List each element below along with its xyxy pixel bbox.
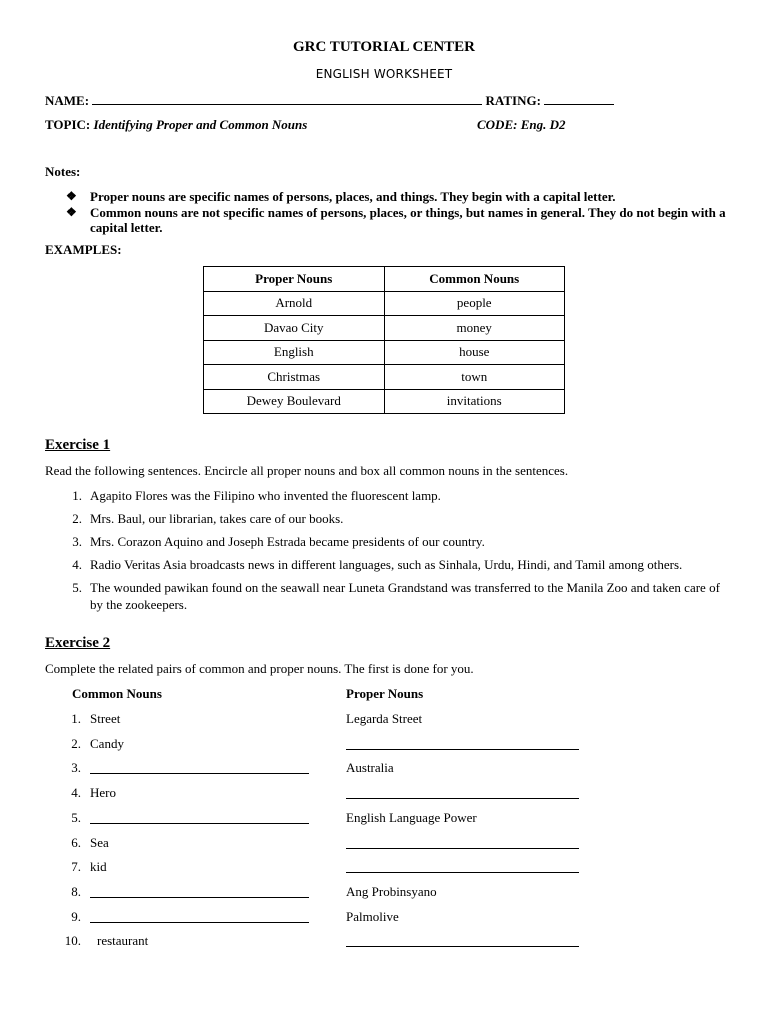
topic-value: Identifying Proper and Common Nouns xyxy=(93,117,308,132)
code-label: CODE: Eng. D2 xyxy=(477,117,566,132)
item-number: 3. xyxy=(72,534,82,549)
pair-row xyxy=(0,909,768,929)
common-noun-blank[interactable] xyxy=(90,773,309,774)
common-noun: Candy xyxy=(90,735,124,751)
table-cell: invitations xyxy=(384,389,565,414)
worksheet-title: ENGLISH WORKSHEET xyxy=(315,67,453,81)
pair-number: 1. xyxy=(71,711,81,726)
item-number: 4. xyxy=(72,557,82,572)
pair-row xyxy=(0,859,768,879)
pair-row xyxy=(0,884,768,904)
proper-noun: English Language Power xyxy=(346,809,477,825)
pair-row xyxy=(0,711,768,731)
common-noun: Street xyxy=(90,711,121,726)
pair-number: 10. xyxy=(64,933,81,949)
center-name: GRC TUTORIAL CENTER xyxy=(293,39,475,55)
table-cell: Arnold xyxy=(204,291,385,316)
table-row xyxy=(204,389,565,414)
pair-row xyxy=(0,785,768,805)
proper-noun-blank[interactable] xyxy=(346,946,579,947)
common-noun-blank[interactable] xyxy=(90,823,309,824)
common-noun-blank[interactable] xyxy=(90,897,309,898)
table-row xyxy=(204,316,565,341)
pair-row xyxy=(0,810,768,830)
list-item xyxy=(45,534,735,551)
name-blank[interactable] xyxy=(92,93,482,105)
list-item xyxy=(45,580,735,613)
common-noun: kid xyxy=(90,859,107,875)
table-row xyxy=(204,340,565,365)
proper-nouns-column-header: Proper Nouns xyxy=(346,686,424,701)
table-cell: Christmas xyxy=(204,365,385,390)
diamond-bullet-icon: ❖ xyxy=(66,189,77,203)
table-cell: Davao City xyxy=(204,316,385,341)
rating-blank[interactable] xyxy=(544,93,614,105)
pair-row xyxy=(0,933,768,953)
note-item xyxy=(66,205,726,235)
column-header: Proper Nouns xyxy=(204,267,385,292)
pair-number: 2. xyxy=(71,735,81,751)
proper-noun-blank[interactable] xyxy=(346,749,579,750)
pair-row xyxy=(0,736,768,756)
list-item xyxy=(45,488,735,505)
sentence-text: Radio Veritas Asia broadcasts news in different languages, such as Sinhala, Urdu, Hindi, and Tamil among others. xyxy=(90,557,683,572)
examples-heading: EXAMPLES: xyxy=(45,242,122,257)
common-noun: restaurant xyxy=(97,933,149,949)
pair-row xyxy=(0,760,768,780)
table-cell: Dewey Boulevard xyxy=(204,389,385,414)
table-row xyxy=(204,291,565,316)
rating-label: RATING: xyxy=(485,93,541,108)
column-header: Common Nouns xyxy=(384,267,565,292)
proper-noun-blank[interactable] xyxy=(346,848,579,849)
examples-table xyxy=(203,266,565,414)
pair-number: 8. xyxy=(71,883,81,899)
notes-heading: Notes: xyxy=(45,164,81,179)
note-text: Common nouns are not specific names of persons, places, or things, but names in general. They do not begin with a capital letter. xyxy=(90,205,726,235)
table-row xyxy=(204,365,565,390)
pair-number: 4. xyxy=(71,785,81,801)
table-cell: town xyxy=(384,365,565,390)
pair-number: 6. xyxy=(71,834,81,850)
name-row xyxy=(45,93,614,109)
exercise1-list xyxy=(45,488,735,620)
name-label: NAME: xyxy=(45,93,90,108)
item-number: 5. xyxy=(72,580,82,595)
topic-row xyxy=(45,117,307,133)
diamond-bullet-icon: ❖ xyxy=(66,205,77,219)
pair-number: 7. xyxy=(71,859,81,875)
notes-list xyxy=(66,189,726,235)
common-nouns-column-header: Common Nouns xyxy=(72,686,162,701)
proper-noun-blank[interactable] xyxy=(346,798,579,799)
common-noun: Hero xyxy=(90,785,116,801)
table-header-row xyxy=(204,267,565,292)
table-cell: money xyxy=(384,316,565,341)
list-item xyxy=(45,557,735,574)
exercise2-heading: Exercise 2 xyxy=(45,635,111,651)
exercise1-heading: Exercise 1 xyxy=(45,437,111,453)
pair-number: 9. xyxy=(71,908,81,924)
pair-number: 5. xyxy=(71,809,81,825)
item-number: 2. xyxy=(72,511,82,526)
note-text: Proper nouns are specific names of persons, places, and things. They begin with a capital letter. xyxy=(90,189,616,204)
item-number: 1. xyxy=(72,488,82,503)
sentence-text: Mrs. Corazon Aquino and Joseph Estrada became presidents of our country. xyxy=(90,534,485,549)
proper-noun: Australia xyxy=(346,760,394,776)
common-noun-blank[interactable] xyxy=(90,922,309,923)
table-cell: people xyxy=(384,291,565,316)
exercise2-instructions: Complete the related pairs of common and proper nouns. The first is done for you. xyxy=(45,661,474,676)
exercise1-instructions: Read the following sentences. Encircle all proper nouns and box all common nouns in the sentences. xyxy=(45,463,569,478)
proper-noun: Palmolive xyxy=(346,908,399,924)
sentence-text: Mrs. Baul, our librarian, takes care of our books. xyxy=(90,511,344,526)
list-item xyxy=(45,511,735,528)
table-cell: house xyxy=(384,340,565,365)
sentence-text: Agapito Flores was the Filipino who invented the fluorescent lamp. xyxy=(90,488,441,503)
pair-number: 3. xyxy=(71,760,81,776)
note-item xyxy=(66,189,726,204)
proper-noun-blank[interactable] xyxy=(346,872,579,873)
proper-noun: Legarda Street xyxy=(346,711,423,726)
pair-row xyxy=(0,835,768,855)
table-cell: English xyxy=(204,340,385,365)
common-noun: Sea xyxy=(90,834,109,850)
topic-label: TOPIC: xyxy=(45,117,91,132)
sentence-text: The wounded pawikan found on the seawall near Luneta Grandstand was transferred to the Manila Zoo and taken care of by the zookeepers. xyxy=(90,580,720,612)
proper-noun: Ang Probinsyano xyxy=(346,883,437,899)
